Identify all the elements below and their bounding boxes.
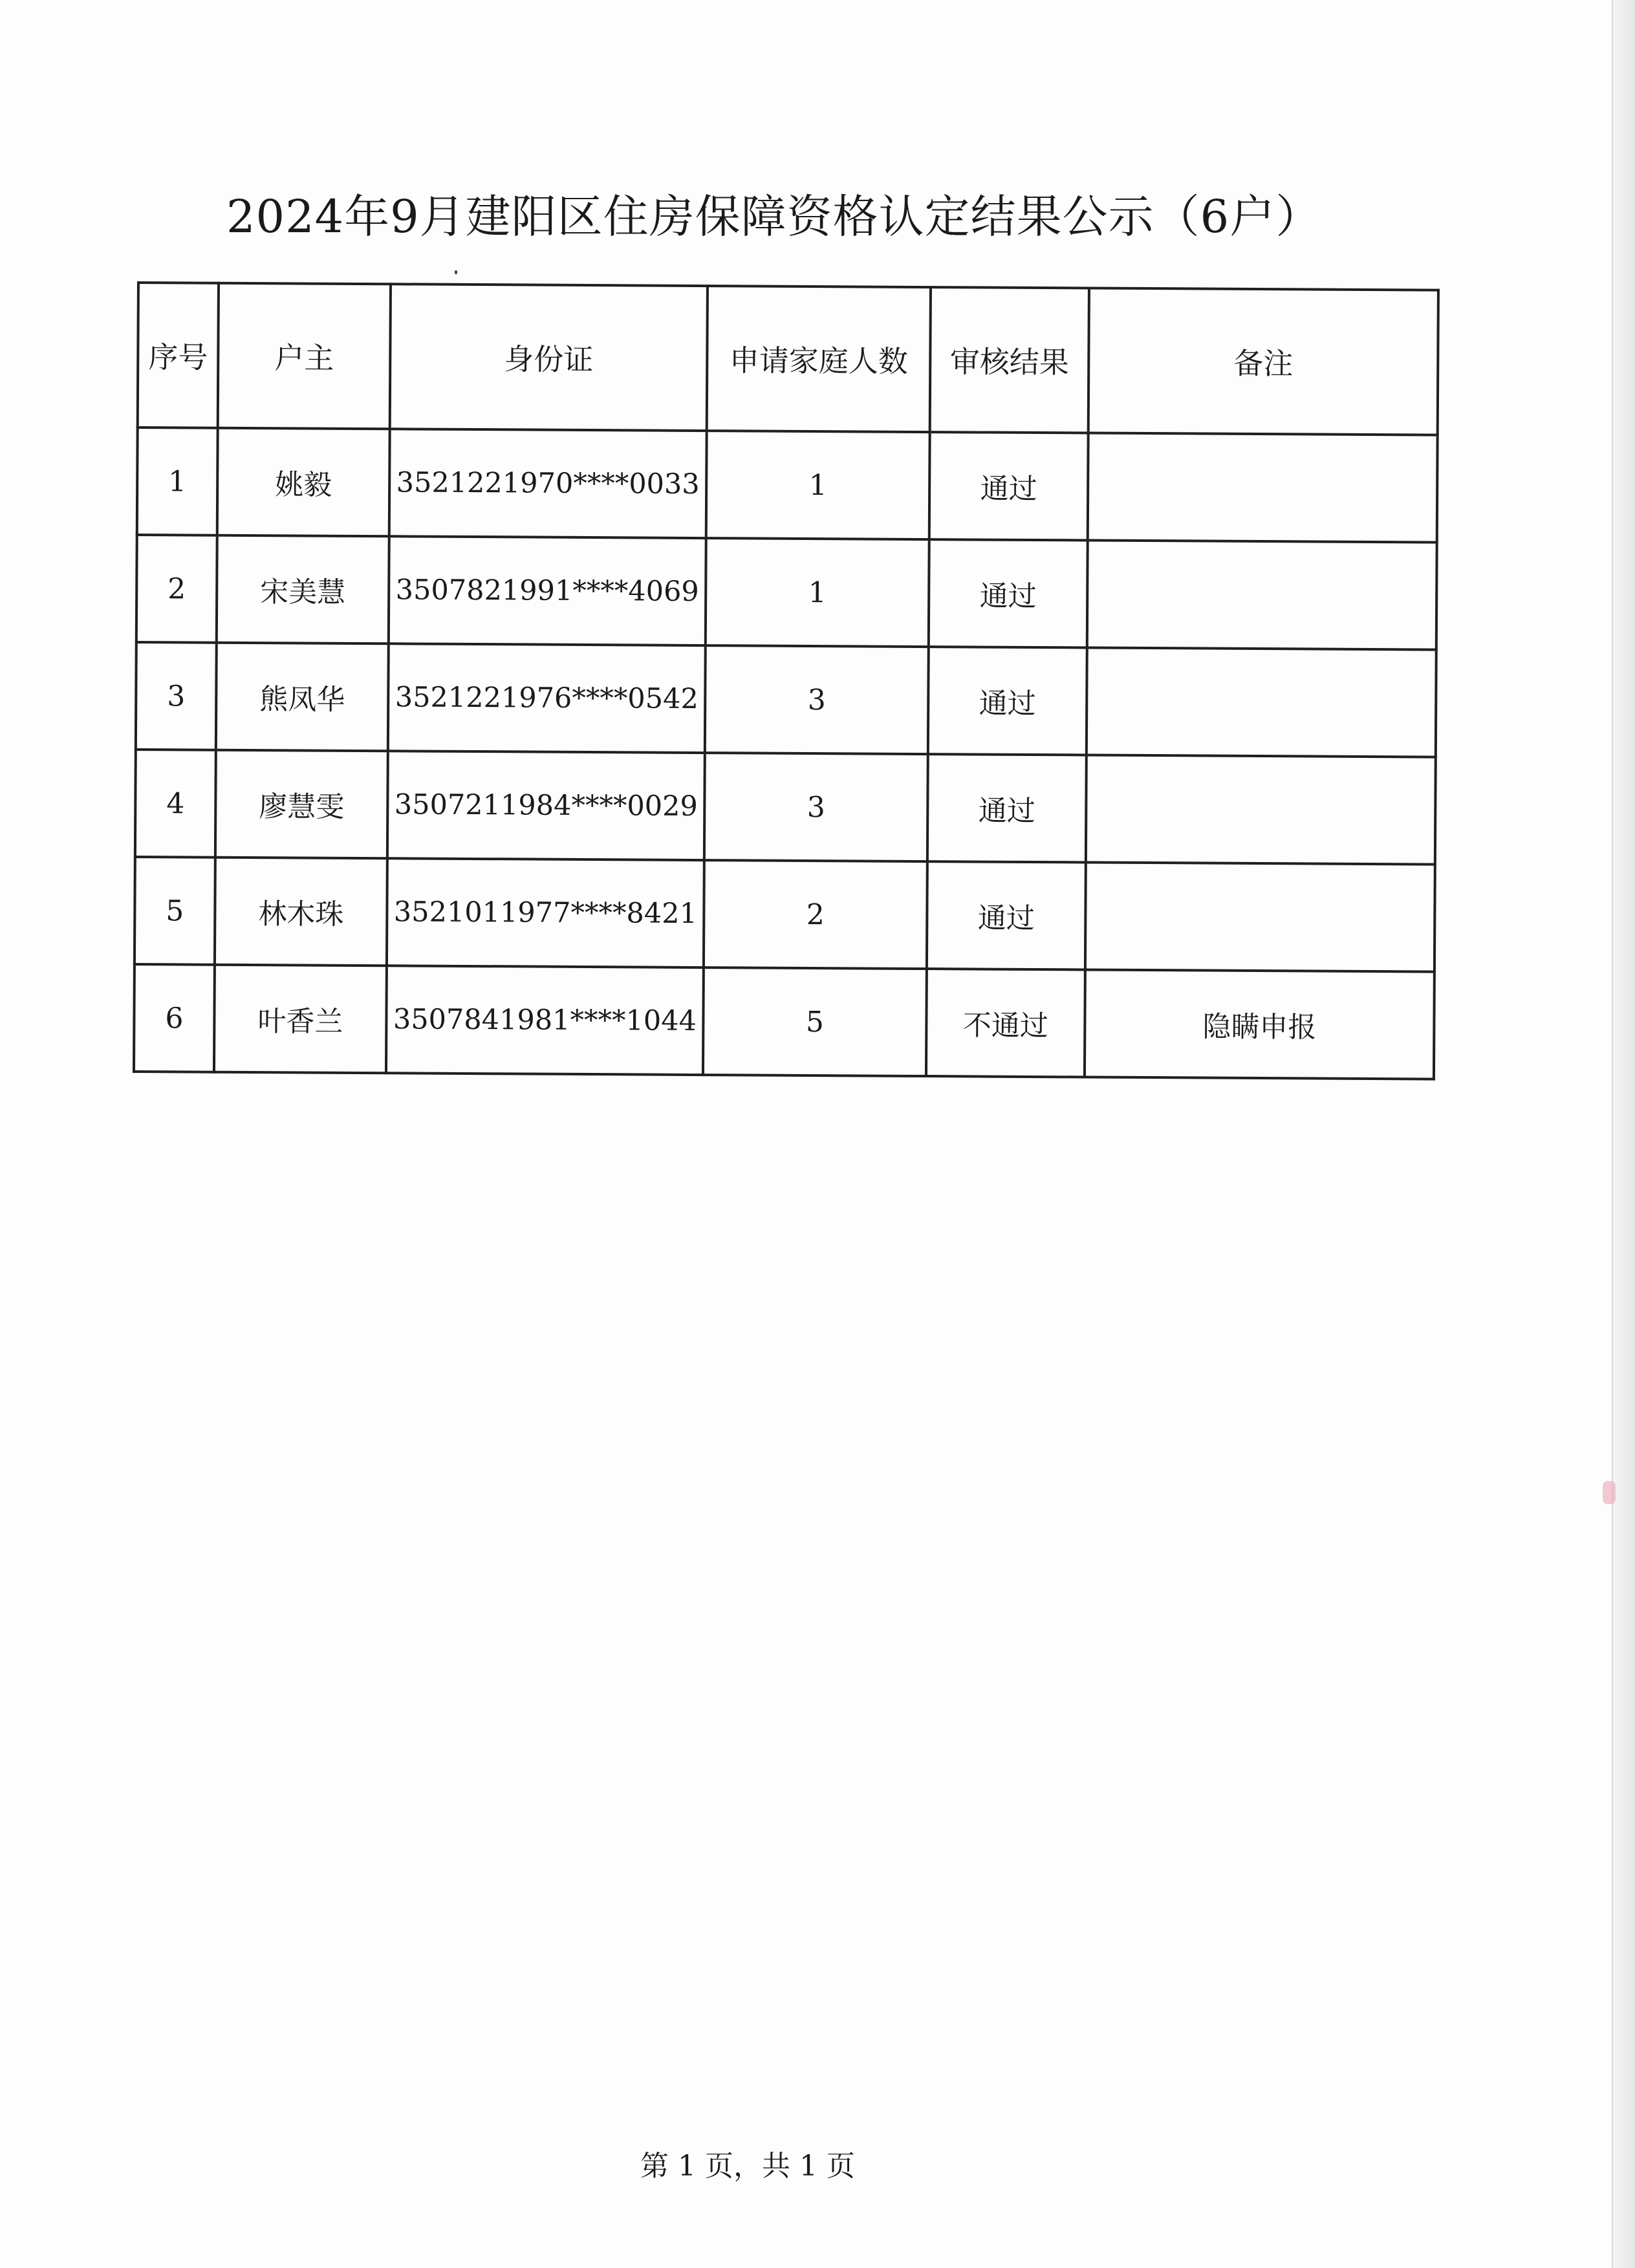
cell-owner: 宋美慧 — [217, 535, 389, 644]
cell-count: 3 — [704, 753, 928, 861]
table-header-row — [138, 283, 1438, 435]
cell-count: 3 — [705, 645, 929, 754]
cell-no: 1 — [137, 427, 218, 535]
cell-result: 通过 — [927, 754, 1087, 862]
scan-stain — [1603, 1481, 1616, 1504]
header-count: 申请家庭人数 — [707, 286, 931, 432]
cell-count: 1 — [706, 431, 930, 539]
cell-note — [1085, 862, 1435, 971]
cell-owner: 叶香兰 — [214, 965, 387, 1074]
cell-result: 通过 — [928, 647, 1087, 755]
cell-note: 隐瞒申报 — [1085, 969, 1435, 1079]
cell-owner: 林木珠 — [215, 858, 387, 966]
cell-result: 通过 — [929, 432, 1088, 540]
cell-note — [1088, 433, 1438, 542]
table-row — [135, 750, 1436, 865]
cell-id: 3507821991****4069 — [389, 536, 706, 645]
cell-no: 5 — [135, 857, 215, 965]
page-edge — [1612, 0, 1635, 2268]
table-row — [136, 535, 1437, 650]
table-row — [136, 642, 1436, 757]
cell-id: 3521011977****8421 — [387, 858, 704, 967]
result-table — [133, 281, 1440, 1081]
cell-id: 3507211984****0029 — [387, 751, 705, 860]
table-row — [134, 964, 1435, 1079]
header-note: 备注 — [1088, 288, 1438, 435]
table-row — [135, 857, 1435, 972]
cell-no: 2 — [136, 535, 217, 643]
cell-no: 3 — [136, 642, 217, 750]
cell-count: 1 — [706, 538, 929, 647]
cell-note — [1087, 647, 1436, 757]
table-row — [137, 427, 1438, 543]
cell-id: 3507841981****1044 — [386, 966, 704, 1075]
result-table-container — [133, 281, 1437, 1081]
cell-id: 3521221976****0542 — [388, 643, 706, 753]
cell-id: 3521221970****0033 — [389, 429, 707, 538]
header-owner: 户主 — [218, 283, 391, 429]
header-no: 序号 — [138, 283, 219, 428]
cell-count: 2 — [704, 860, 927, 969]
cell-owner: 姚毅 — [217, 428, 390, 537]
cell-result: 通过 — [929, 539, 1088, 647]
cell-owner: 熊凤华 — [216, 643, 389, 751]
cell-result: 通过 — [927, 861, 1086, 969]
cell-note — [1087, 540, 1437, 649]
cell-no: 4 — [135, 750, 216, 858]
cell-owner: 廖慧雯 — [215, 750, 388, 859]
header-id: 身份证 — [390, 284, 708, 431]
cell-count: 5 — [703, 967, 927, 1076]
cell-note — [1086, 755, 1436, 864]
cell-result: 不通过 — [926, 969, 1085, 1077]
header-result: 审核结果 — [930, 287, 1089, 433]
page-footer: 第 1 页，共 1 页 — [640, 2150, 855, 2183]
cell-no: 6 — [134, 964, 215, 1072]
document-title: 2024年9月建阳区住房保障资格认定结果公示（6户） — [226, 190, 1322, 243]
scan-speck — [455, 270, 457, 274]
